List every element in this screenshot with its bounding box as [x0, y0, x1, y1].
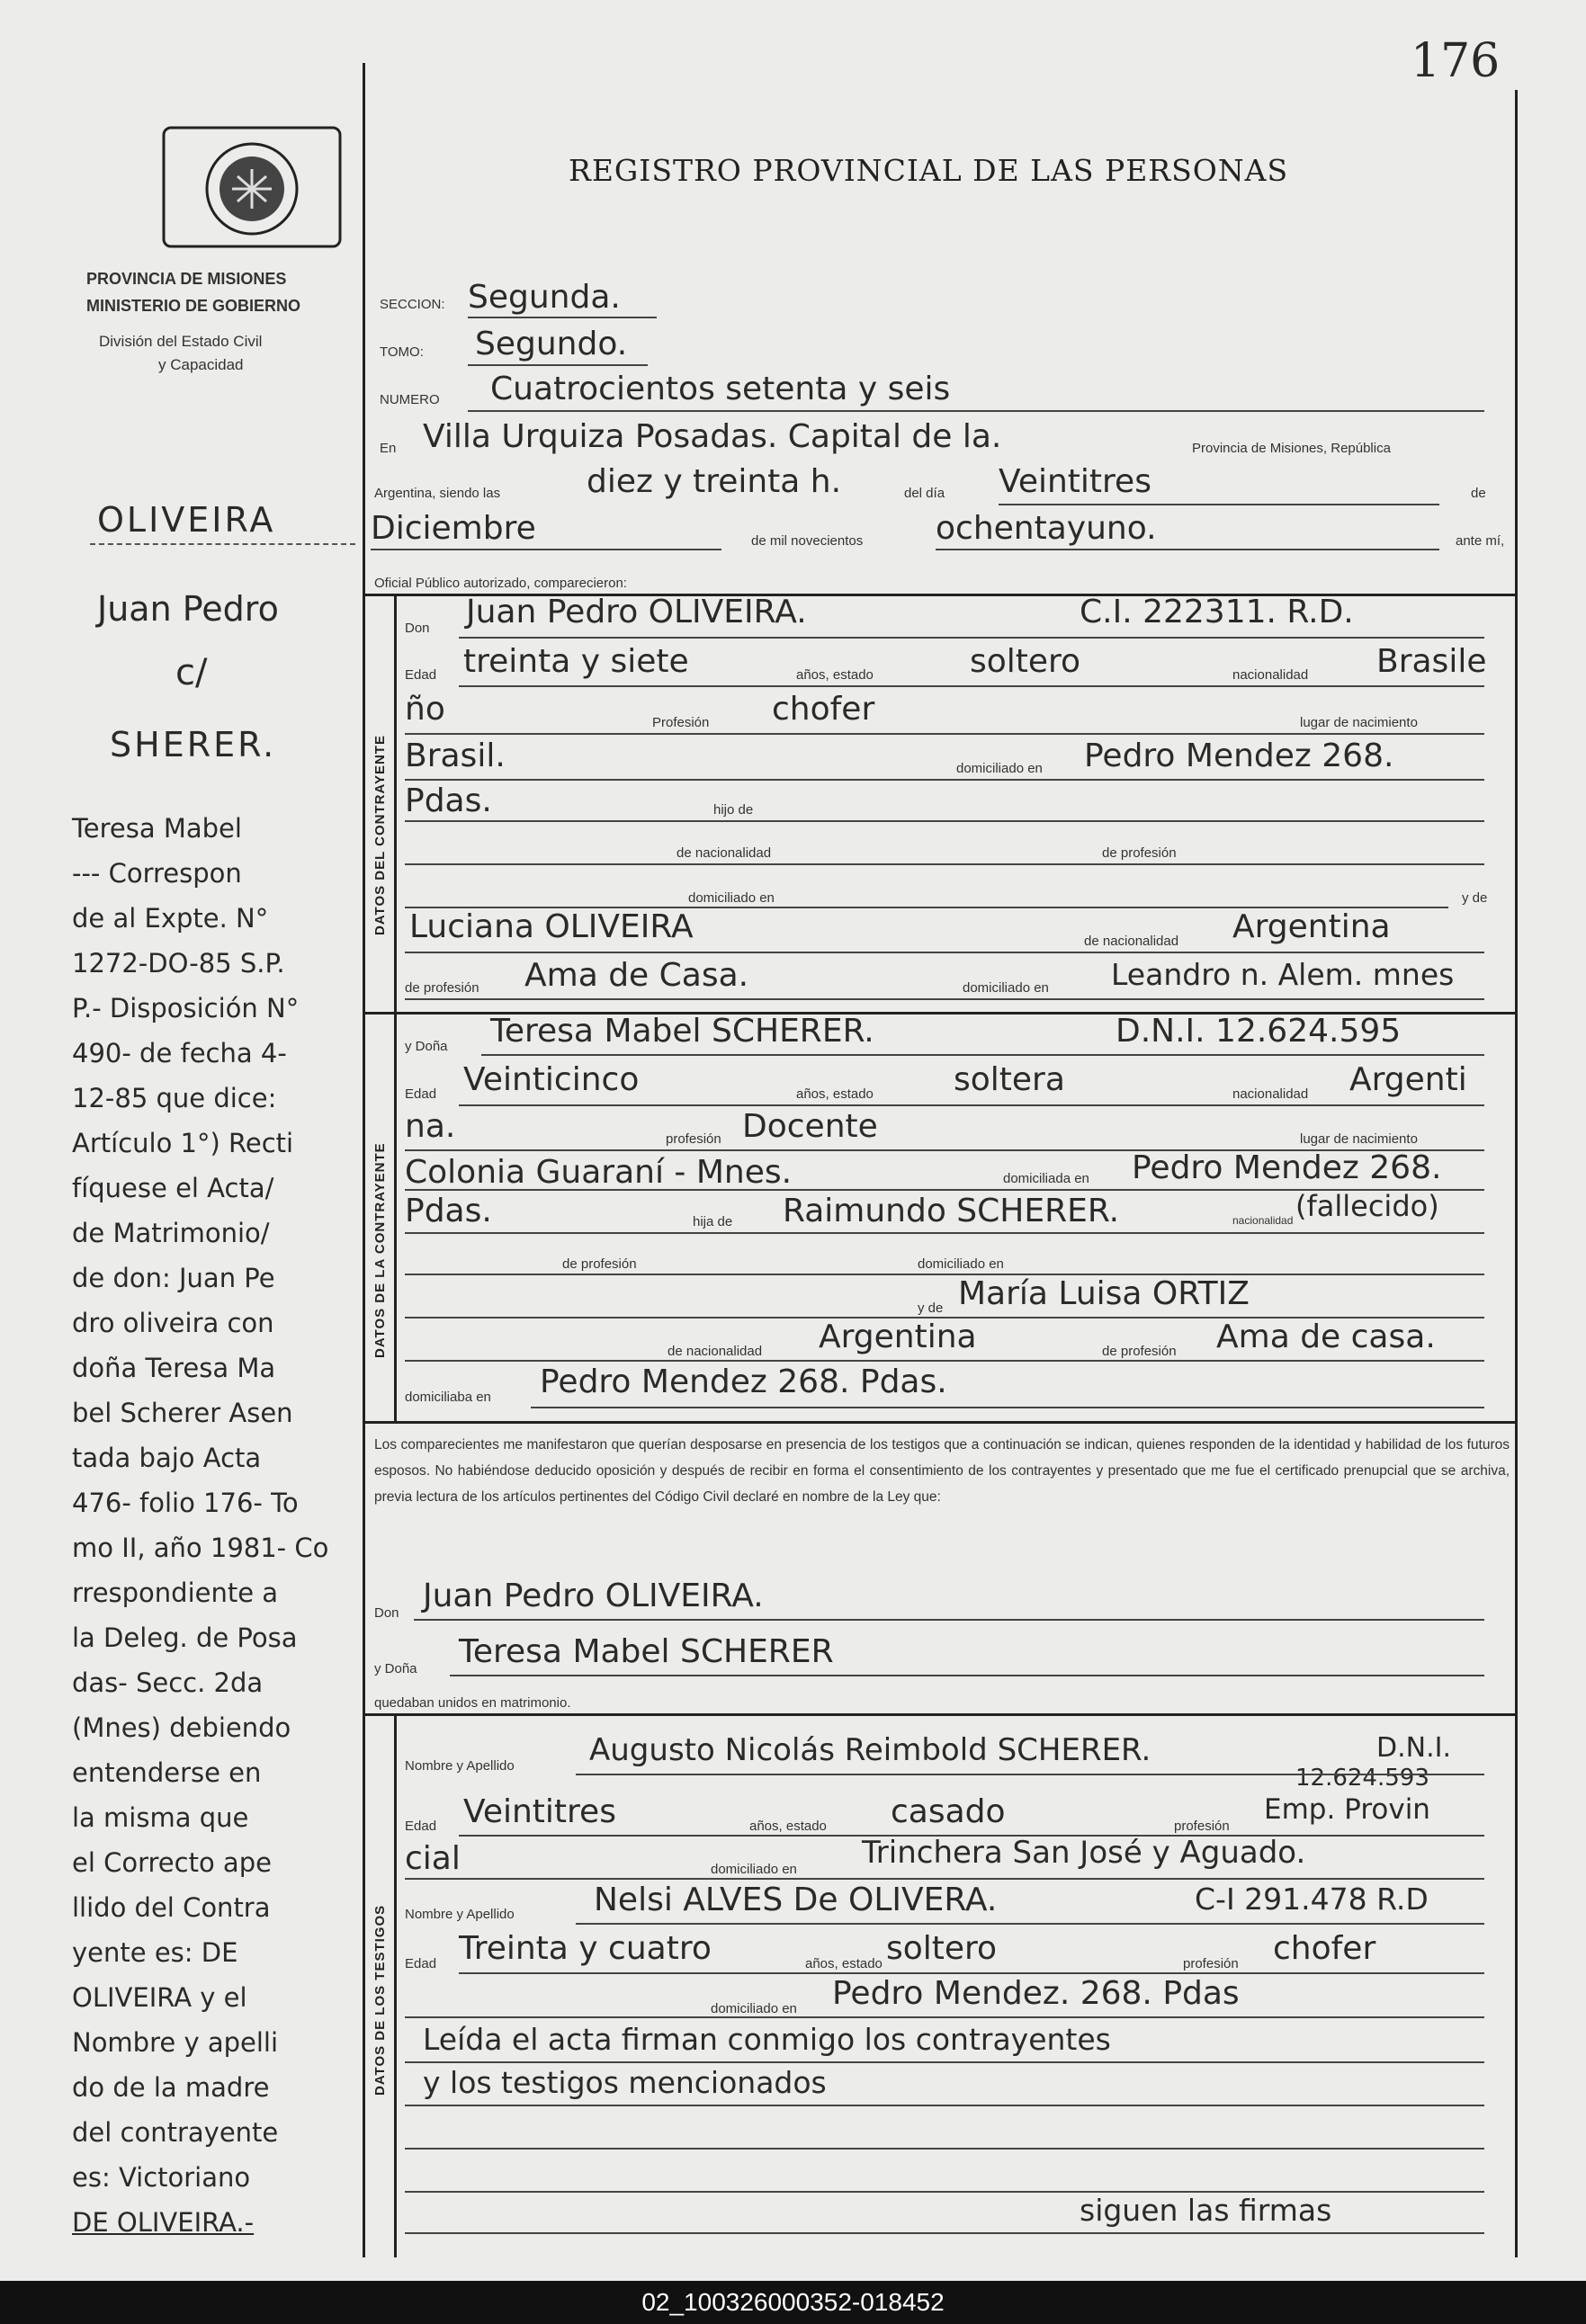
label-y-de: y de [1462, 890, 1488, 906]
org-capacity: y Capacidad [158, 356, 244, 373]
margin-note-line: dro oliveira con [72, 1308, 274, 1338]
legal-paragraph: Los comparecientes me manifestaron que querían desposarse en presencia de los testigos que a continuación se indican, quienes responden de la identidad y habilidad de los futuros esposos. No habiéndose deducido oposición y después de recibir en forma el consentimiento de los contrayentes y presentado que me fue el certificado prenupcial que se archiva, previa lectura de los artículos pertinentes del Código Civil declaré en nombre de la Ley que: [374, 1437, 1510, 1505]
label-en: En [380, 441, 397, 456]
value-padre-dona-nota: (fallecido) [1295, 1189, 1439, 1223]
label-t1-dom: domiciliado en [711, 1862, 797, 1877]
org-division: División del Estado Civil [99, 333, 263, 350]
value-dona-edad: Veinticinco [463, 1061, 640, 1098]
value-unidos-don: Juan Pedro OLIVEIRA. [423, 1578, 764, 1614]
label-dona-edad: Edad [405, 1086, 437, 1102]
value-don-domicilio-2: Pdas. [405, 782, 492, 819]
value-madre-dona-dom: Pedro Mendez 268. Pdas. [540, 1363, 947, 1400]
left-frame-line [363, 63, 365, 2257]
margin-nombre: Juan Pedro [97, 589, 279, 629]
margin-note-line: P.- Disposición N° [72, 993, 300, 1023]
margin-note-line: la Deleg. de Posa [72, 1622, 298, 1653]
provincial-seal [160, 124, 344, 250]
label-padre-dom: domiciliado en [688, 890, 775, 906]
label-ante-mi: ante mí, [1456, 533, 1505, 549]
label-madre-dona-prof: de profesión [1102, 1344, 1177, 1359]
value-cierre-2: y los testigos mencionados [423, 2065, 827, 2100]
margin-note-line: rrespondiente a [72, 1578, 279, 1608]
label-dona-lugar: lugar de nacimiento [1300, 1131, 1418, 1147]
value-dona-nac-2: na. [405, 1108, 456, 1145]
margin-apellido: OLIVEIRA [97, 500, 276, 540]
value-don-lugar: Brasil. [405, 737, 506, 774]
value-don-nac-1: Brasile [1376, 643, 1487, 680]
value-t2-estado: soltero [886, 1930, 998, 1967]
margin-note-line: 12-85 que dice: [72, 1083, 277, 1113]
value-don-nac-2: ño [405, 691, 445, 728]
label-dona-prof: profesión [666, 1131, 721, 1147]
margin-note-line: fíquese el Acta/ [72, 1173, 274, 1203]
margin-note [72, 813, 358, 2252]
value-t2-domicilio: Pedro Mendez. 268. Pdas [832, 1975, 1240, 2012]
value-siguen: siguen las firmas [1080, 2193, 1332, 2228]
label-del-dia: del día [904, 486, 945, 501]
value-unidos-dona: Teresa Mabel SCHERER [459, 1633, 834, 1670]
margin-note-line: tada bajo Acta [72, 1443, 262, 1473]
label-y-de-2: y de [918, 1301, 944, 1316]
label-tomo: TOMO: [380, 344, 424, 360]
value-madre-don-prof: Ama de Casa. [524, 957, 749, 994]
value-dona-dni: D.N.I. 12.624.595 [1116, 1013, 1402, 1050]
margin-note-line: Artículo 1°) Recti [72, 1128, 294, 1158]
label-quedaban: quedaban unidos en matrimonio. [374, 1695, 571, 1711]
margin-note-line: bel Scherer Asen [72, 1398, 293, 1428]
value-don-estado: soltero [970, 643, 1081, 680]
value-madre-don-dom: Leandro n. Alem. mnes [1111, 957, 1455, 992]
label-t1-anios: años, estado [749, 1819, 827, 1834]
value-don-nombre: Juan Pedro OLIVEIRA. [466, 594, 807, 630]
margin-note-line: Teresa Mabel [72, 813, 242, 844]
margin-note-line: 1272-DO-85 S.P. [72, 948, 285, 979]
label-t1-edad: Edad [405, 1819, 437, 1834]
margin-note-line: del contrayente [72, 2117, 279, 2148]
value-madre-don-nac: Argentina [1232, 908, 1391, 945]
margin-note-line: 490- de fecha 4- [72, 1038, 287, 1068]
value-madre-dona: María Luisa ORTIZ [958, 1275, 1250, 1312]
value-anio: ochentayuno. [936, 510, 1157, 547]
label-hija-de: hija de [693, 1214, 733, 1229]
label-datos-contrayente-f: DATOS DE LA CONTRAYENTE [372, 1142, 388, 1358]
label-don-lugar: lugar de nacimiento [1300, 715, 1418, 730]
value-dona-profesion: Docente [742, 1108, 878, 1145]
value-t1-prof-2: cial [405, 1840, 461, 1877]
margin-note-line: de Matrimonio/ [72, 1218, 270, 1248]
value-dona-nac-1: Argenti [1349, 1061, 1467, 1098]
label-padre-dona-nac: nacionalidad [1232, 1214, 1294, 1227]
label-t2-nombre: Nombre y Apellido [405, 1907, 515, 1922]
label-datos-contrayente: DATOS DEL CONTRAYENTE [372, 735, 388, 935]
margin-note-line: mo II, año 1981- Co [72, 1533, 329, 1563]
margin-note-line: das- Secc. 2da [72, 1667, 264, 1698]
value-don-edad: treinta y siete [463, 643, 689, 680]
value-t1-doc-2: 12.624.593 [1295, 1765, 1429, 1792]
value-dona-domicilio-1: Pedro Mendez 268. [1132, 1149, 1442, 1186]
margin-note-line: --- Correspon [72, 858, 242, 889]
margin-note-line: do de la madre [72, 2072, 270, 2103]
value-don-ci: C.I. 222311. R.D. [1080, 594, 1354, 630]
value-t2-edad: Treinta y cuatro [459, 1930, 712, 1967]
label-t2-edad: Edad [405, 1956, 437, 1971]
margin-note-line: Nombre y apelli [72, 2027, 279, 2058]
label-don-unidos: Don [374, 1605, 399, 1621]
margin-note-line: de don: Juan Pe [72, 1263, 275, 1293]
margin-note-line: yente es: DE [72, 1937, 238, 1968]
label-dona-unidos: y Doña [374, 1661, 417, 1676]
value-madre-dona-nac: Argentina [819, 1318, 977, 1355]
margin-note-line: doña Teresa Ma [72, 1353, 276, 1383]
label-numero: NUMERO [380, 392, 440, 407]
footer-id: 02_100326000352-018452 [641, 2288, 945, 2316]
value-t2-doc: C-I 291.478 R.D [1195, 1882, 1429, 1917]
value-t1-prof-1: Emp. Provin [1264, 1793, 1430, 1826]
value-dona-estado: soltera [954, 1061, 1065, 1098]
margin-note-line: DE OLIVEIRA.- [72, 2207, 255, 2238]
margin-apellido2: SHERER. [110, 725, 277, 764]
label-dona-anios: años, estado [796, 1086, 874, 1102]
label-t2-prof: profesión [1183, 1956, 1239, 1971]
value-don-profesion: chofer [772, 691, 875, 728]
value-dona-lugar: Colonia Guaraní - Mnes. [405, 1154, 793, 1191]
label-hijo-de: hijo de [713, 802, 754, 818]
label-t1-nombre: Nombre y Apellido [405, 1758, 515, 1774]
value-lugar: Villa Urquiza Posadas. Capital de la. [423, 418, 1002, 455]
label-oficial: Oficial Público autorizado, comparecieron: [374, 576, 627, 591]
label-t2-estado: años, estado [805, 1956, 883, 1971]
label-madre-dona-nac: de nacionalidad [668, 1344, 763, 1359]
label-don-nac: nacionalidad [1232, 667, 1309, 683]
registry-title: REGISTRO PROVINCIAL DE LAS PERSONAS [569, 153, 1289, 188]
label-t2-dom: domiciliado en [711, 2001, 797, 2016]
value-dona-domicilio-2: Pdas. [405, 1193, 492, 1229]
label-de: de [1471, 486, 1486, 501]
label-padre-prof: de profesión [1102, 845, 1177, 861]
label-datos-testigos: DATOS DE LOS TESTIGOS [372, 1904, 388, 2096]
org-province: PROVINCIA DE MISIONES [86, 270, 287, 288]
value-t2-nombre: Nelsi ALVES De OLIVERA. [594, 1882, 998, 1918]
label-y-dona: y Doña [405, 1039, 448, 1054]
value-t1-edad: Veintitres [463, 1793, 616, 1830]
label-don: Don [405, 621, 430, 636]
label-don-domicilio: domiciliado en [956, 761, 1043, 776]
value-dia: Veintitres [999, 463, 1151, 500]
label-dona-nac: nacionalidad [1232, 1086, 1309, 1102]
margin-note-line: OLIVEIRA y el [72, 1982, 247, 2013]
value-don-domicilio-1: Pedro Mendez 268. [1084, 737, 1394, 774]
label-madre-don-nac: de nacionalidad [1084, 934, 1179, 949]
value-t1-estado: casado [891, 1793, 1006, 1830]
margin-conector: c/ [175, 652, 208, 693]
label-seccion: SECCION: [380, 297, 445, 312]
value-cierre-1: Leída el acta firman conmigo los contrayentes [423, 2022, 1111, 2057]
value-padre-dona: Raimundo SCHERER. [783, 1193, 1120, 1229]
label-madre-don-dom: domiciliado en [963, 980, 1049, 996]
value-numero: Cuatrocientos setenta y seis [490, 371, 951, 407]
margin-note-line: la misma que [72, 1802, 249, 1833]
value-t1-doc-1: D.N.I. [1376, 1732, 1451, 1764]
label-don-anios: años, estado [796, 667, 874, 683]
label-provincia: Provincia de Misiones, República [1192, 441, 1391, 456]
margin-note-line: (Mnes) debiendo [72, 1712, 291, 1743]
page-number: 176 [1411, 34, 1501, 88]
label-argentina: Argentina, siendo las [374, 486, 501, 501]
value-t1-nombre: Augusto Nicolás Reimbold SCHERER. [589, 1732, 1151, 1768]
margin-note-line: es: Victoriano [72, 2162, 251, 2193]
value-hora: diez y treinta h. [587, 463, 842, 500]
margin-note-line: entenderse en [72, 1757, 262, 1788]
label-padre-dona-prof: de profesión [562, 1256, 637, 1272]
label-madre-don-prof: de profesión [405, 980, 479, 996]
margin-note-line: de al Expte. N° [72, 903, 269, 934]
org-ministry: MINISTERIO DE GOBIERNO [86, 297, 301, 315]
value-mes: Diciembre [371, 510, 536, 547]
margin-note-line: llido del Contra [72, 1892, 271, 1923]
label-domiciliaba: domiciliaba en [405, 1390, 491, 1405]
right-frame-line [1515, 90, 1518, 2257]
label-t1-prof: profesión [1174, 1819, 1230, 1834]
label-don-prof: Profesión [652, 715, 710, 730]
label-de-mil: de mil novecientos [751, 533, 864, 549]
label-padre-dona-dom: domiciliado en [918, 1256, 1004, 1272]
value-dona-nombre: Teresa Mabel SCHERER. [490, 1013, 874, 1050]
label-don-edad: Edad [405, 667, 437, 683]
margin-note-line: el Correcto ape [72, 1847, 272, 1878]
value-madre-dona-prof: Ama de casa. [1216, 1318, 1436, 1355]
value-seccion: Segunda. [468, 279, 621, 316]
value-t1-domicilio: Trinchera San José y Aguado. [862, 1835, 1306, 1871]
value-tomo: Segundo. [475, 326, 628, 362]
label-padre-nac: de nacionalidad [677, 845, 772, 861]
label-dona-domicilio: domiciliada en [1003, 1171, 1089, 1186]
value-t2-prof: chofer [1273, 1930, 1376, 1967]
margin-note-line: 476- folio 176- To [72, 1488, 299, 1518]
value-madre-don: Luciana OLIVEIRA [409, 908, 694, 945]
